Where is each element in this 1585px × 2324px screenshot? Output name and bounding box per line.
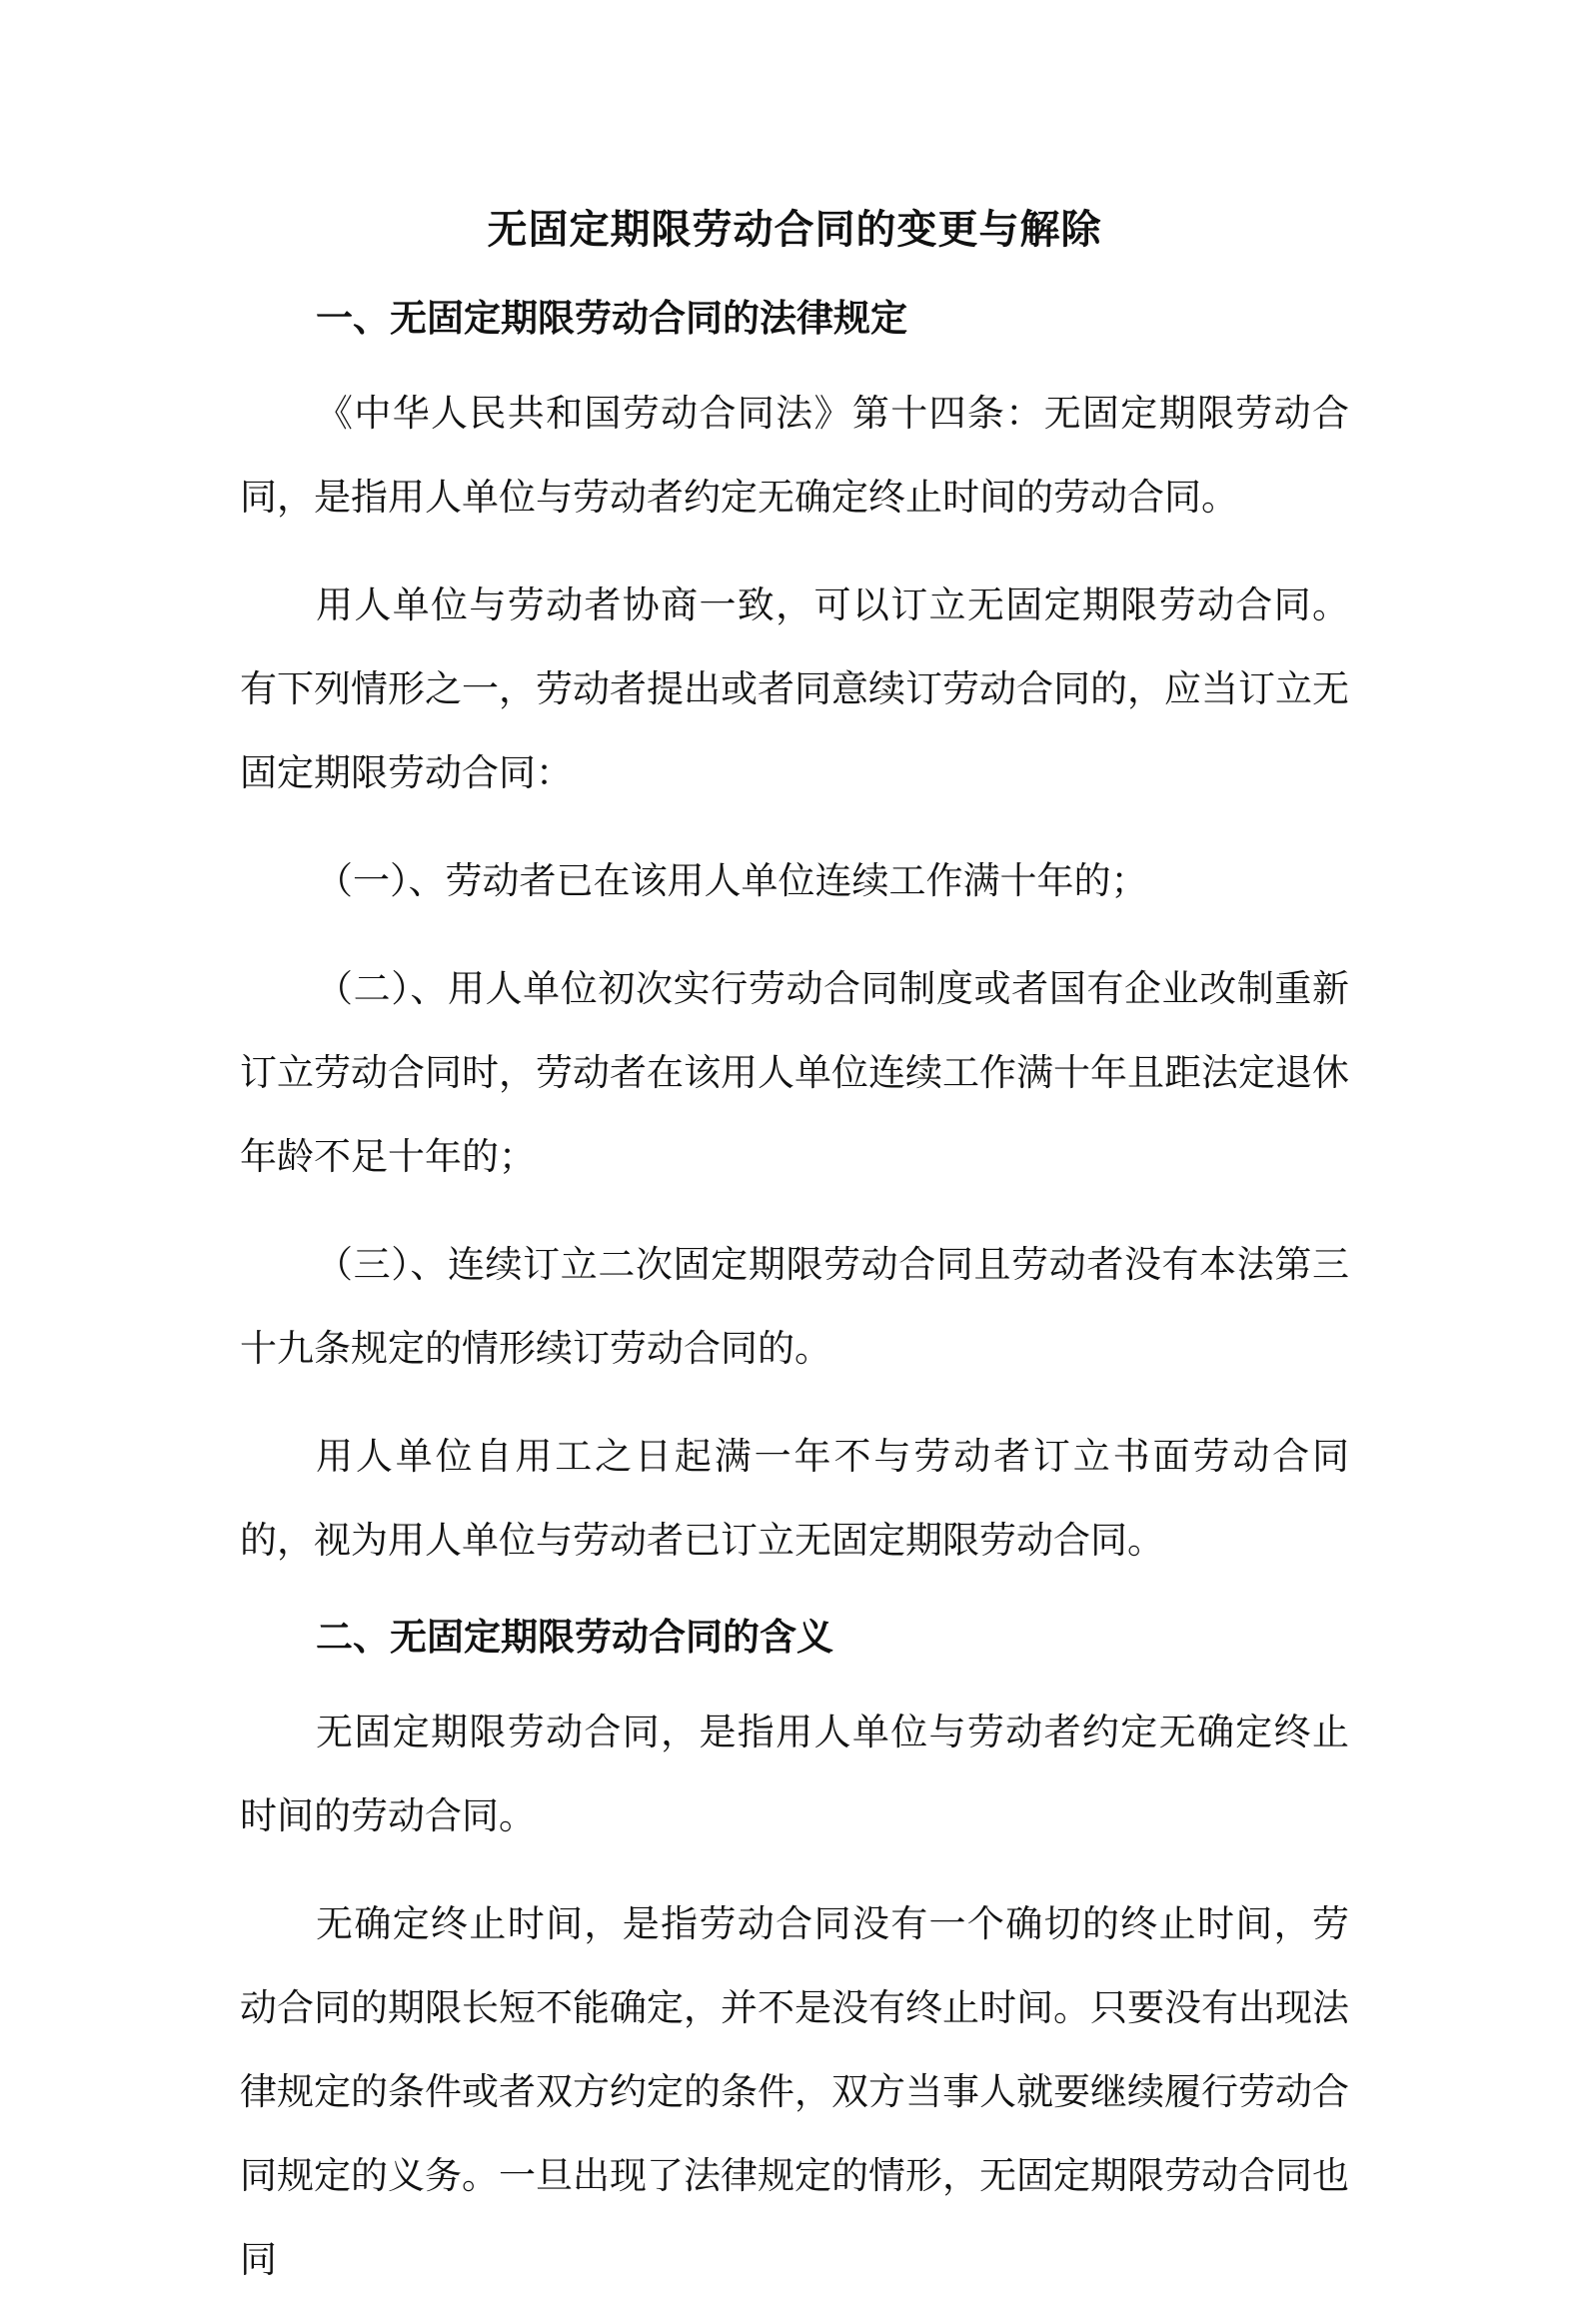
document-body [240,200,1349,2324]
section-1-heading: 一、无固定期限劳动合同的法律规定 [316,296,907,340]
section-1-paragraph-2: 用人单位与劳动者协商一致，可以订立无固定期限劳动合同。有下列情形之一，劳动者提出或者同意续订劳动合同的，应当订立无固定期限劳动合同： [240,583,1349,794]
section-1-item-2: （二）、用人单位初次实行劳动合同制度或者国有企业改制重新订立劳动合同时，劳动者在该用人单位连续工作满十年且距法定退休年龄不足十年的； [240,967,1349,1178]
document-title: 无固定期限劳动合同的变更与解除 [487,206,1102,253]
section-2-paragraph-1: 无固定期限劳动合同，是指用人单位与劳动者约定无确定终止时间的劳动合同。 [240,1711,1349,1837]
section-1-paragraph-1: 《中华人民共和国劳动合同法》第十四条：无固定期限劳动合同，是指用人单位与劳动者约定无确定终止时间的劳动合同。 [240,392,1349,519]
section-2-paragraph-2: 无确定终止时间，是指劳动合同没有一个确切的终止时间，劳动合同的期限长短不能确定，并不是没有终止时间。只要没有出现法律规定的条件或者双方约定的条件，双方当事人就要继续履行劳动合同规定的义务。一旦出现了法律规定的情形，无固定期限劳动合同也同 [240,1902,1349,2281]
section-1-item-3: （三）、连续订立二次固定期限劳动合同且劳动者没有本法第三十九条规定的情形续订劳动合同的。 [240,1243,1349,1370]
section-2-heading: 二、无固定期限劳动合同的含义 [316,1615,833,1659]
section-1-paragraph-6: 用人单位自用工之日起满一年不与劳动者订立书面劳动合同的，视为用人单位与劳动者已订立无固定期限劳动合同。 [240,1435,1349,1562]
section-1-item-1: （一）、劳动者已在该用人单位连续工作满十年的； [316,859,1148,902]
